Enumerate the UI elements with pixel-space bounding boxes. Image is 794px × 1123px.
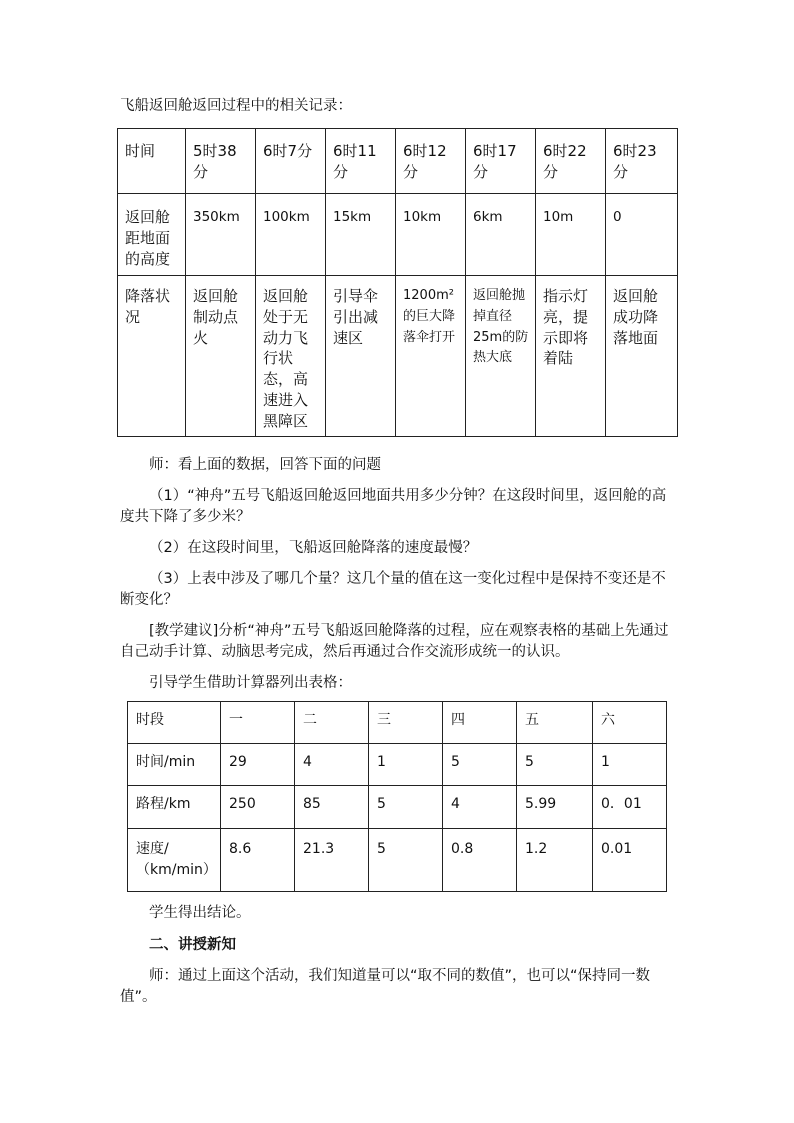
table-cell: 6时22分: [536, 129, 606, 194]
table-row-time: [118, 129, 678, 194]
table-cell: 0.8: [443, 829, 517, 892]
table-cell: 1200m²的巨大降落伞打开: [396, 276, 466, 437]
table-cell: 6时17分: [466, 129, 536, 194]
teacher-prompt: 师：看上面的数据，回答下面的问题: [149, 457, 381, 473]
table-cell: 5: [369, 786, 443, 829]
table-cell: 10km: [396, 194, 466, 276]
teaching-suggestion: [教学建议]分析“神舟”五号飞船返回舱降落的过程，应在观察表格的基础上先通过自己动手计算、动脑思考完成，然后再通过合作交流形成统一的认识。: [120, 623, 669, 660]
table-row-height: [118, 194, 678, 276]
row-header-time: 时间: [118, 129, 186, 194]
table-cell: 0.01: [593, 829, 667, 892]
table-cell: 返回舱制动点火: [186, 276, 256, 437]
table-row: [128, 744, 667, 786]
table-cell: 4: [295, 744, 369, 786]
table-cell: 返回舱成功降落地面: [606, 276, 678, 437]
row-header: 时间/min: [128, 744, 221, 786]
table-cell: 6时11分: [326, 129, 396, 194]
table-cell: 5.99: [517, 786, 593, 829]
table-cell: 5: [369, 829, 443, 892]
table-cell: 10m: [536, 194, 606, 276]
table-row: [128, 829, 667, 892]
table-cell: 六: [593, 702, 667, 744]
table-cell: 四: [443, 702, 517, 744]
intro-text: 飞船返回舱返回过程中的相关记录：: [120, 98, 352, 114]
table-cell: 二: [295, 702, 369, 744]
table-cell: 250: [221, 786, 295, 829]
table-row-status: [118, 276, 678, 437]
table-cell: 1: [369, 744, 443, 786]
table-row: [128, 702, 667, 744]
row-header-status: 降落状况: [118, 276, 186, 437]
teacher-summary: 师：通过上面这个活动，我们知道量可以“取不同的数值”，也可以“保持同一数值”。: [120, 968, 651, 1005]
table-cell: 0: [606, 194, 678, 276]
row-header: 时段: [128, 702, 221, 744]
question-2: （2）在这段时间里，飞船返回舱降落的速度最慢？: [149, 540, 478, 556]
table-cell: 6km: [466, 194, 536, 276]
table-cell: 8.6: [221, 829, 295, 892]
section-heading: 二、讲授新知: [149, 937, 236, 953]
table-cell: 85: [295, 786, 369, 829]
table-cell: 5时38分: [186, 129, 256, 194]
table-cell: 350km: [186, 194, 256, 276]
table-row: [128, 786, 667, 829]
table-cell: 21.3: [295, 829, 369, 892]
calc-table: [127, 701, 667, 892]
row-header: 路程/km: [128, 786, 221, 829]
table-cell: 5: [517, 744, 593, 786]
table-cell: 6时7分: [256, 129, 326, 194]
table-cell: 15km: [326, 194, 396, 276]
table-cell: 五: [517, 702, 593, 744]
table-cell: 返回舱处于无动力飞行状态，高速进入黑障区: [256, 276, 326, 437]
table-cell: 6时12分: [396, 129, 466, 194]
question-3: （3）上表中涉及了哪几个量？这几个量的值在这一变化过程中是保持不变还是不断变化？: [120, 571, 666, 608]
row-header: 速度/（km/min）: [128, 829, 221, 892]
table-cell: 4: [443, 786, 517, 829]
table-cell: 100km: [256, 194, 326, 276]
table-cell: 返回舱抛掉直径25m的防热大底: [466, 276, 536, 437]
conclusion-text: 学生得出结论。: [149, 905, 251, 921]
table-cell: 6时23分: [606, 129, 678, 194]
table-cell: 29: [221, 744, 295, 786]
guide-text: 引导学生借助计算器列出表格：: [149, 675, 352, 691]
table-cell: 5: [443, 744, 517, 786]
record-table: [117, 128, 678, 437]
table-cell: 引导伞引出减速区: [326, 276, 396, 437]
table-cell: 三: [369, 702, 443, 744]
question-1: （1）“神舟”五号飞船返回舱返回地面共用多少分钟？在这段时间里，返回舱的高度共下降了多少米？: [120, 488, 667, 525]
table-cell: 1: [593, 744, 667, 786]
table-cell: 1.2: [517, 829, 593, 892]
table-cell: 0．01: [593, 786, 667, 829]
row-header-height: 返回舱距地面的高度: [118, 194, 186, 276]
table-cell: 一: [221, 702, 295, 744]
table-cell: 指示灯亮，提示即将着陆: [536, 276, 606, 437]
